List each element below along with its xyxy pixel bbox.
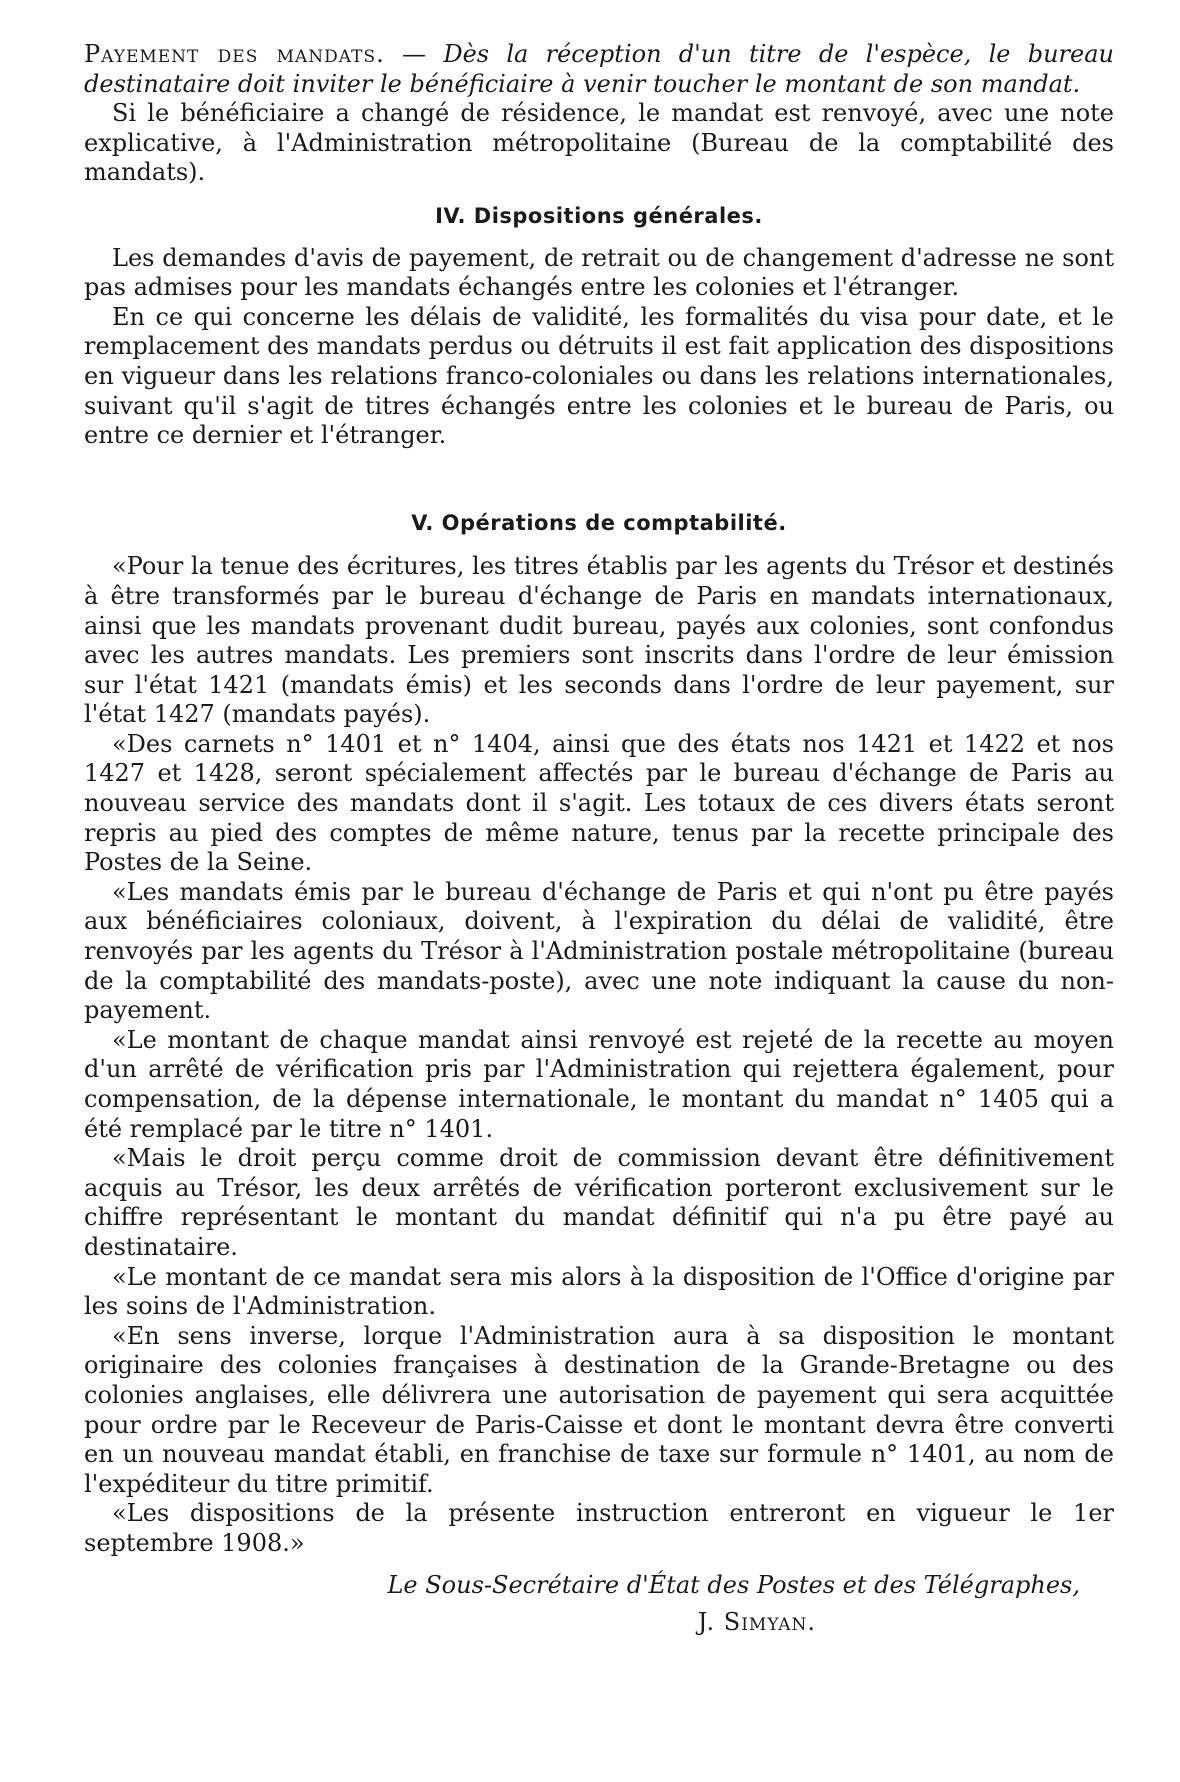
signature-name: J. Simyan. [697, 1608, 816, 1637]
section-v-paragraph-2: «Des carnets n° 1401 et n° 1404, ainsi que des états nos 1421 et 1422 et nos 1427 et 1428, seront spécialement affectés par le bureau d'échange de Paris au nouveau service des mandats dont il s'agit. Les totaux de ces divers états seront repris au pied des comptes de même nature, tenus par la recette principale des Postes de la Seine. [84, 729, 1114, 877]
payement-paragraph [84, 40, 1114, 99]
section-v-heading: V. Opérations de comptabilité. [411, 510, 787, 535]
section-iv-paragraph-2: En ce qui concerne les délais de validité, les formalités du visa pour date, et le remplacement des mandats perdus ou détruits il est fait application des dispositions en vigueur dans les relations franco-coloniales ou dans les relations internationales, suivant qu'il s'agit de titres échangés entre les colonies et le bureau de Paris, ou entre ce dernier et l'étranger. [84, 302, 1114, 450]
section-iv-heading: IV. Dispositions générales. [435, 203, 763, 228]
section-v-paragraph-4: «Le montant de chaque mandat ainsi renvoyé est rejeté de la recette au moyen d'un arrêté de vérification pris par l'Administration qui rejettera également, pour compensation, de la dépense internationale, le montant du mandat n° 1405 qui a été remplacé par le titre n° 1401. [84, 1025, 1114, 1143]
section-v-paragraph-5: «Mais le droit perçu comme droit de commission devant être définitivement acquis au Trésor, les deux arrêtés de vérification porteront exclusivement sur le chiffre représentant le montant du mandat définitif qui n'a pu être payé au destinataire. [84, 1144, 1114, 1261]
section-v-paragraph-7: «En sens inverse, lorque l'Administration aura à sa disposition le montant originaire des colonies françaises à destination de la Grande-Bretagne ou des colonies anglaises, elle délivrera une autorisation de payement qui sera acquittée pour ordre par le Receveur de Paris-Caisse et dont le montant devra être converti en un nouveau mandat établi, en franchise de taxe sur formule n° 1401, au nom de l'expéditeur du titre primitif. [84, 1321, 1114, 1498]
section-v-paragraph-1: «Pour la tenue des écritures, les titres établis par les agents du Trésor et destinés à être transformés par le bureau d'échange de Paris en mandats internationaux, ainsi que les mandats provenant dudit bureau, payés aux colonies, sont confondus avec les autres mandats. Les premiers sont inscrits dans l'ordre de leur émission sur l'état 1421 (mandats émis) et les seconds dans l'ordre de leur payement, sur l'état 1427 (mandats payés). [84, 552, 1114, 729]
section-iv-paragraph-1: Les demandes d'avis de payement, de retrait ou de changement d'adresse ne sont pas admises pour les mandats échangés entre les colonies et l'étranger. [84, 243, 1114, 302]
paragraph-lead-title: Payement des mandats. [84, 40, 385, 68]
paragraph-lead-italic: Dès la réception d'un titre de l'espèce, le bureau destinataire doit inviter le bénéficiaire à venir toucher le montant de son mandat. [84, 40, 1114, 98]
section-v-paragraph-3: «Les mandats émis par le bureau d'échange de Paris et qui n'ont pu être payés aux bénéficiaires coloniaux, doivent, à l'expiration du délai de validité, être renvoyés par les agents du Trésor à l'Administration postale métropolitaine (bureau de la comptabilité des mandats-poste), avec une note indiquant la cause du non-payement. [84, 877, 1114, 1025]
residence-paragraph: Si le bénéficiaire a changé de résidence, le mandat est renvoyé, avec une note explicative, à l'Administration métropolitaine (Bureau de la comptabilité des mandats). [84, 99, 1114, 187]
section-v-paragraph-8: «Les dispositions de la présente instruction entreront en vigueur le 1er septembre 1908.» [84, 1499, 1114, 1557]
section-v-paragraph-6: «Le montant de ce mandat sera mis alors à la disposition de l'Office d'origine par les soins de l'Administration. [84, 1262, 1114, 1321]
lead-dash: — [384, 40, 444, 68]
signature-title: Le Sous-Secrétaire d'État des Postes et des Télégraphes, [387, 1570, 1080, 1599]
